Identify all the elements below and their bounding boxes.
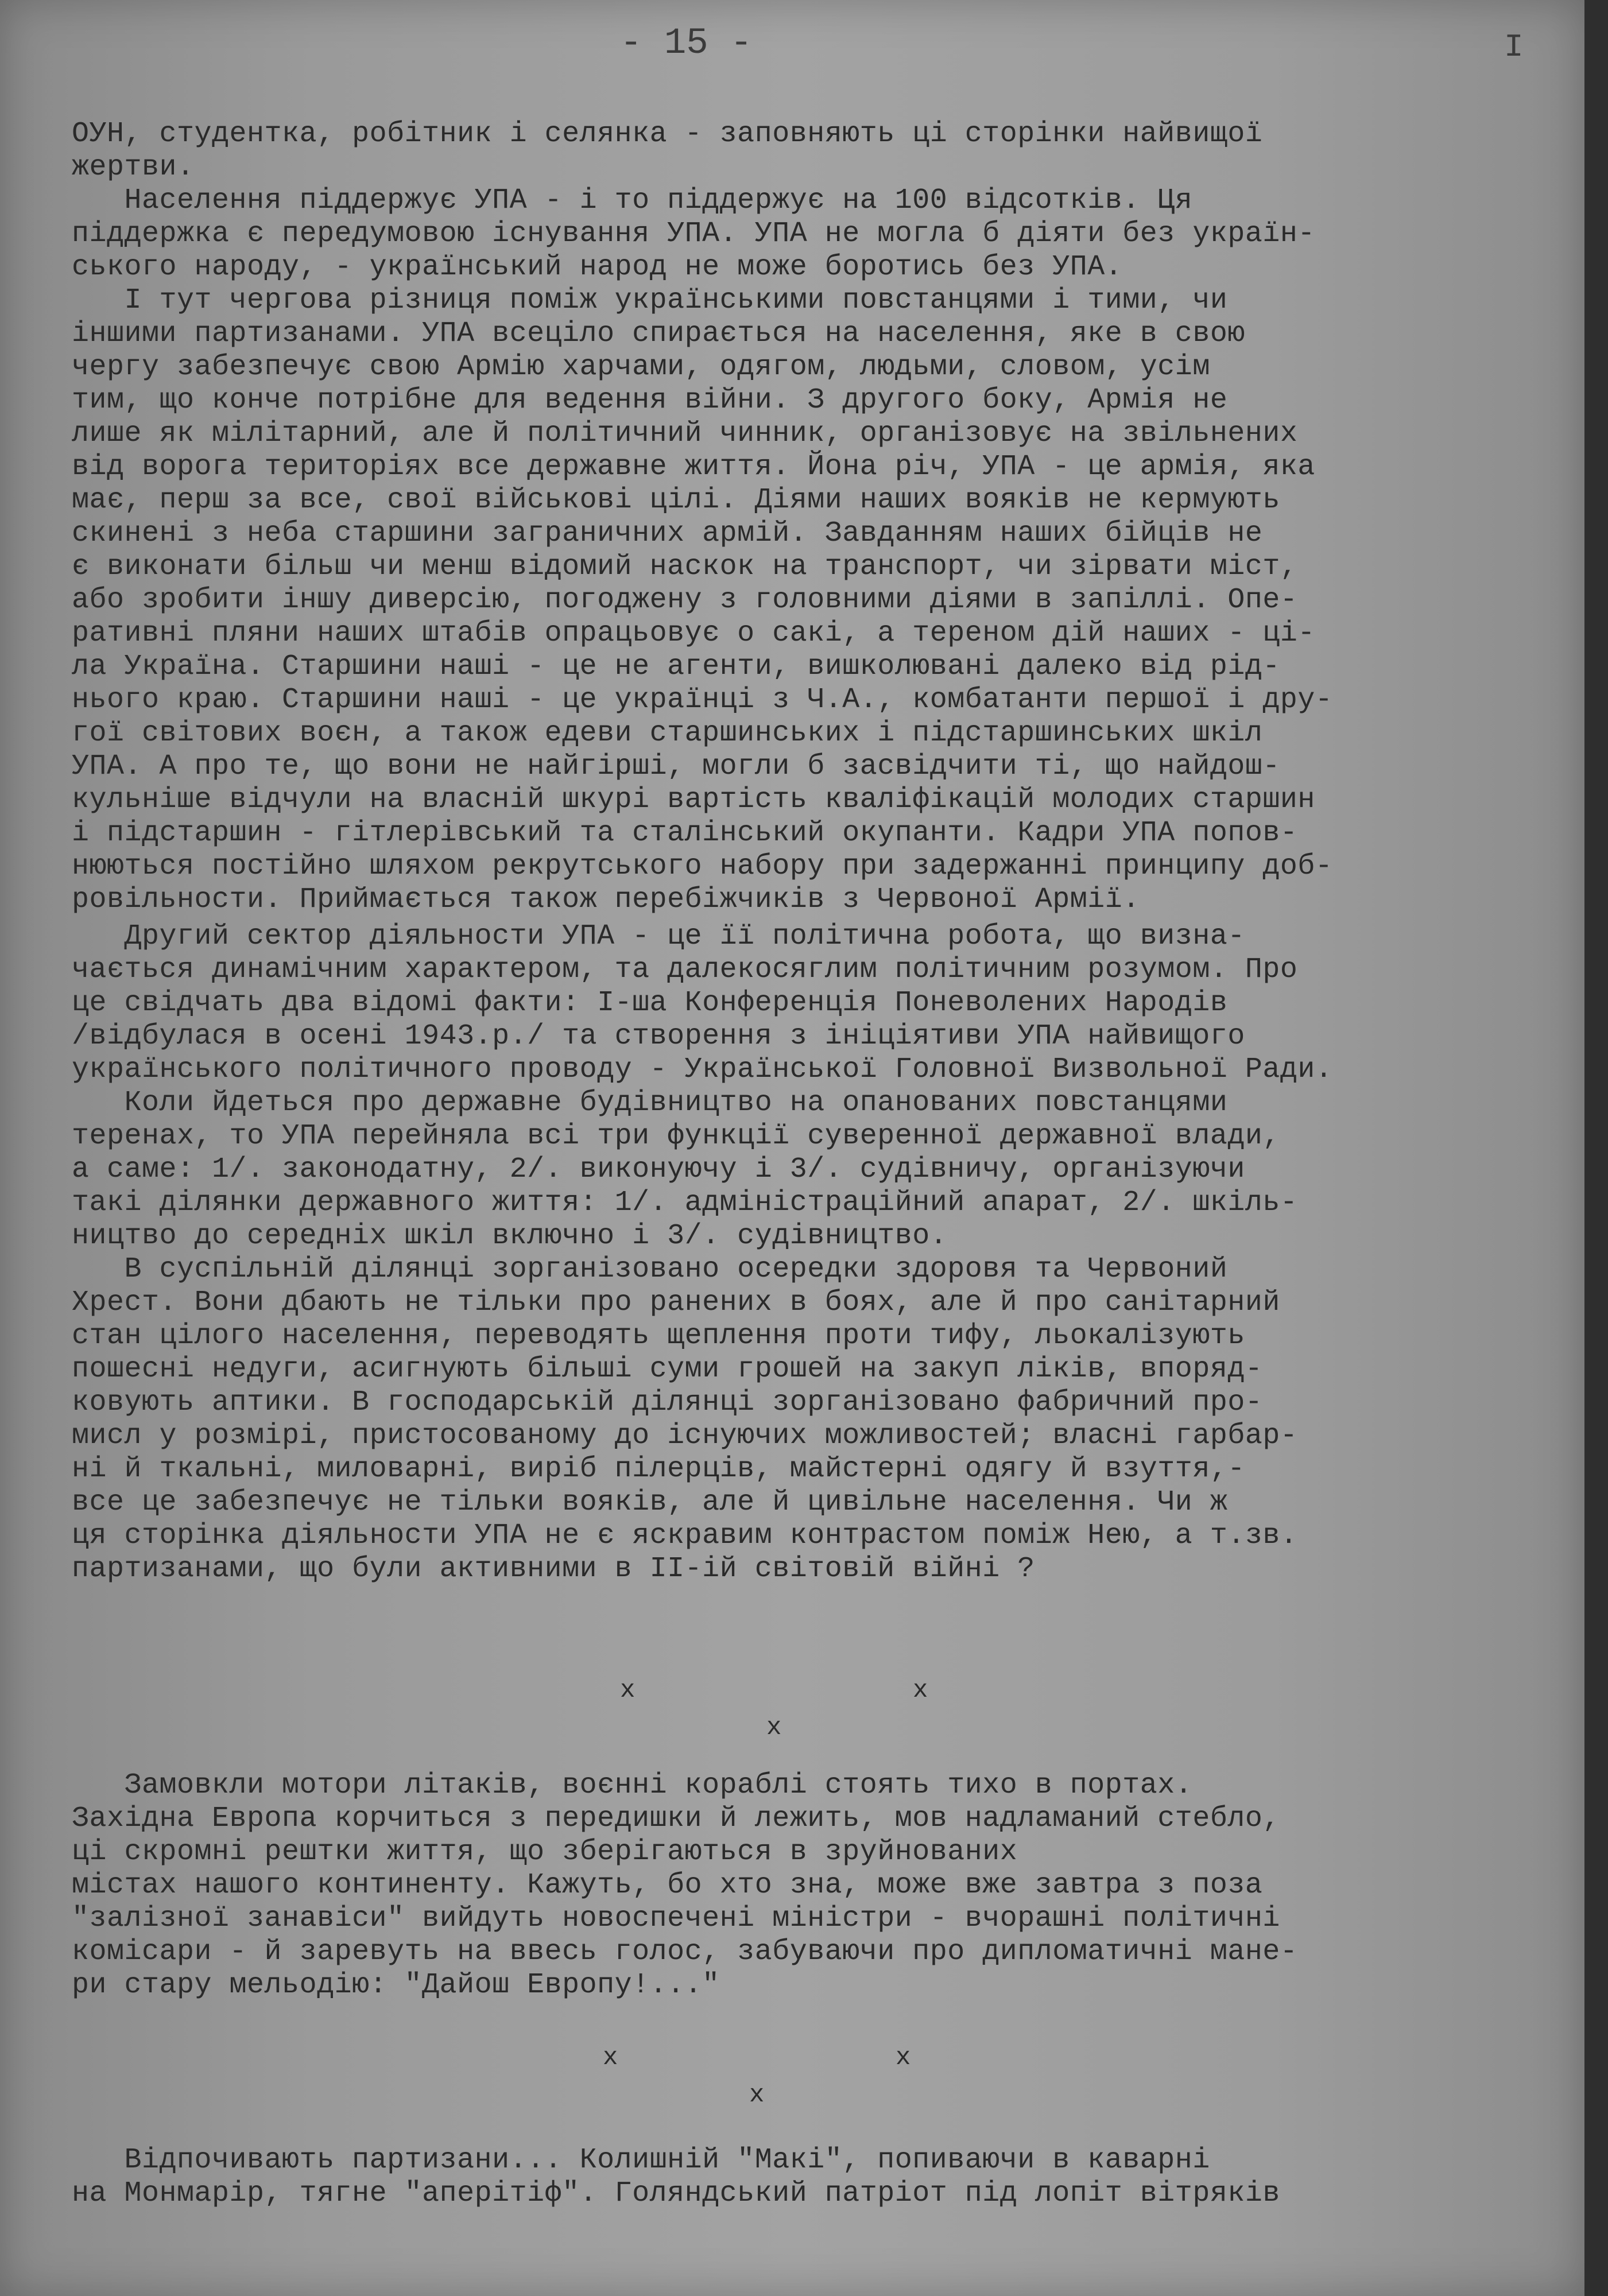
page-number: - 15 - [620, 23, 753, 64]
paragraph-state-building: Коли йдеться про державне будівництво на опанованих повстанцями теренах, то УПА перейняла всі три функції суверенної державної влади, а саме: 1/. законодатну, 2/. виконуючу і 3/. судівничу, організуючи такі ділянки державного життя: 1/. адміністраційний апарат, 2/. шкіль- ництво до середніх шкіл включно і 3/. судівництво. [72, 1087, 1298, 1252]
divider-mark: x [620, 1676, 636, 1705]
paragraph-partisans-rest: Відпочивають партизани... Колишній "Макі", попиваючи в каварні на Монмарір, тягне "аперітіф". Голяндський патріот під лопіт вітряків [72, 2144, 1280, 2210]
paragraph-europe: Замовкли мотори літаків, воєнні кораблі стоять тихо в портах. Західна Европа корчиться з передишки й лежить, мов надламаний стебло, ці скромні рештки життя, що зберігаються в зруйнованих містах нашого континенту. Кажуть, бо хто зна, може вже завтра з поза "залізної занавіси" вийдуть новоспечені міністри - вчорашні політичні комісари - й заревуть на ввесь голос, забуваючи про дипломатичні мане- ри стару мельодію: "Дайош Европу!..." [72, 1769, 1298, 2002]
paragraph-population-support: Населення піддержує УПА - і то піддержує на 100 відсотків. Ця піддержка є передумовою існування УПА. УПА не могла б діяти без україн- ського народу, - український народ не може боротись без УПА. [72, 184, 1315, 284]
divider-mark: x [766, 1713, 782, 1742]
paragraph-army-difference: І тут чергова різниця поміж українськими повстанцями і тими, чи іншими партизанами. УПА всеціло спирається на населення, яке в свою чергу забезпечує свою Армію харчами, одягом, людьми, словом, усім тим, що конче потрібне для ведення війни. З другого боку, Армія не лише як мілітарний, але й політичний чинник, організовує на звільнених від ворога територіях все державне життя. Йона річ, УПА - це армія, яка має, перш за все, свої військові цілі. Діями наших вояків не кермують скинені з неба старшини заграничних армій. Завданням наших бійців не є виконати більш чи менш відомий наскок на транспорт, чи зірвати міст, або зробити іншу диверсію, погоджену з головними діями в запіллі. Опе- ративні пляни наших штабів опрацьовує о сакі, а тереном дій наших - ці- ла Україна. Старшини наші - це не агенти, вишколювані далеко від рід- нього краю. Старшини наші - це українці з Ч.А., комбатанти першої і дру- гої світових воєн, а також едеви старшинських і підстаршинських шкіл УПА. А про те, що вони не найгірші, могли б засвідчити ті, що найдош- кульніше відчули на власній шкурі вартість кваліфікацій молодих старшин і підстаршин - гітлерівський та сталінський окупанти. Кадри УПА попов- нюються постійно шляхом рекрутського набору при задержанні принципу доб- ровільности. Приймається також перебіжчиків з Червоної Армії. [72, 284, 1333, 916]
divider-mark: x [603, 2043, 618, 2072]
paragraph-political-work: Другий сектор діяльности УПА - це її політична робота, що визна- чається динамічним характером, та далекосяглим політичним розумом. Про це свідчать два відомі факти: І-ша Конференція Поневолених Народів /відбулася в осені 1943.р./ та створення з ініціятиви УПА найвищого українського політичного проводу - Української Головної Визвольної Ради. [72, 920, 1333, 1086]
paragraph-social-sector: В суспільній ділянці зорганізовано осередки здоровя та Червоний Хрест. Вони дбають не тільки про ранених в боях, але й про санітарний стан цілого населення, переводять щеплення проти тифу, льокалізують пошесні недуги, асигнують більші суми грошей на закуп ліків, впоряд- ковують аптики. В господарській ділянці зорганізовано фабричний про- мисл у розмірі, пристосованому до існуючих можливостей; власні гарбар- ні й ткальні, миловарні, виріб пілерців, майстерні одягу й взуття,- все це забезпечує не тільки вояків, але й цивільне населення. Чи ж ця сторінка діяльности УПА не є яскравим контрастом поміж Нею, а т.зв. партизанами, що були активними в ІІ-ій світовій війні ? [72, 1253, 1298, 1585]
divider-mark: x [913, 1676, 928, 1705]
divider-mark: x [749, 2081, 765, 2109]
paragraph-intro: ОУН, студентка, робітник і селянка - заповняють ці сторінки найвищої жертви. [72, 118, 1263, 184]
corner-mark: I [1504, 29, 1524, 65]
divider-mark: x [896, 2043, 911, 2072]
